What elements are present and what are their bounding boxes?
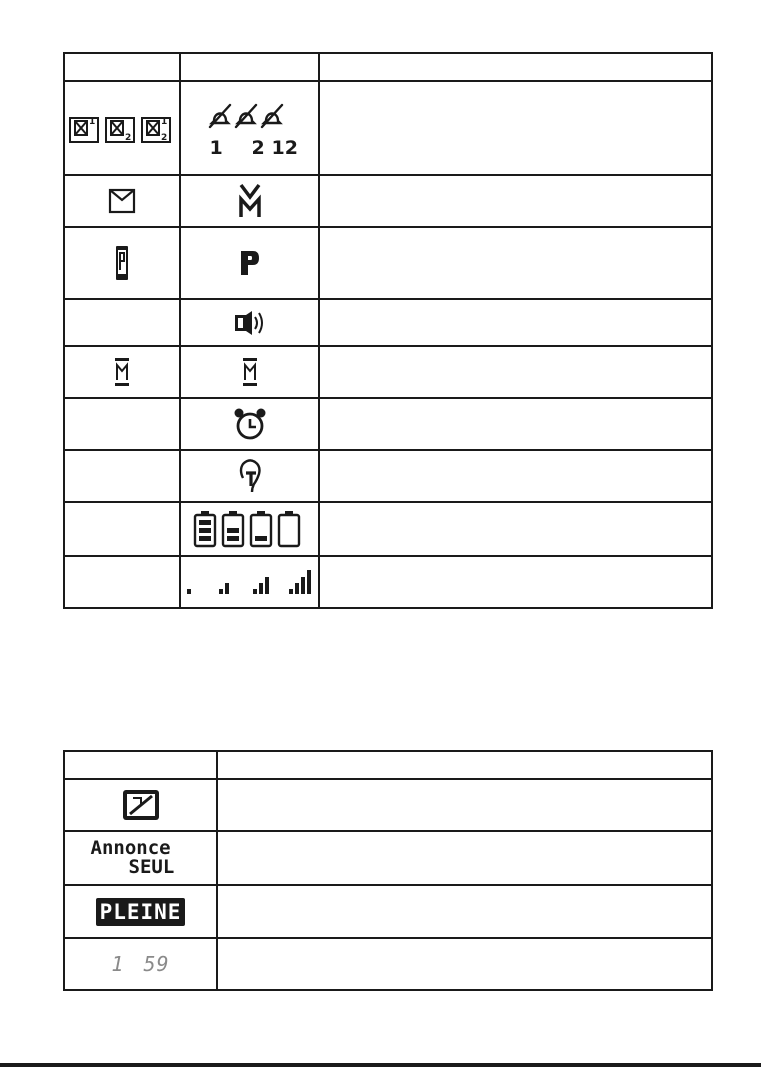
icon-cell — [64, 398, 180, 450]
description-cell — [217, 779, 712, 831]
svg-text:1: 1 — [161, 117, 168, 127]
signal-levels-icon — [183, 567, 317, 597]
icon-cell — [180, 450, 319, 502]
icon-cell — [180, 398, 319, 450]
message-counter-digit: 1 — [111, 952, 125, 976]
table-row — [64, 175, 712, 227]
table-row — [64, 227, 712, 299]
message-counter-digits: 59 — [143, 952, 170, 976]
table-row — [64, 556, 712, 608]
table-row — [64, 831, 712, 885]
icon-cell — [180, 81, 319, 175]
icon-cell — [64, 450, 180, 502]
description-cell — [217, 885, 712, 938]
description-cell — [319, 346, 712, 398]
header-cell — [64, 53, 180, 81]
description-cell — [319, 81, 712, 175]
icon-cell — [64, 556, 180, 608]
bell-label: 12 — [271, 137, 298, 159]
icon-cell — [64, 81, 180, 175]
header-cell — [180, 53, 319, 81]
icon-table-1 — [63, 52, 713, 609]
icon-cell — [180, 227, 319, 299]
description-cell — [319, 227, 712, 299]
alarm-clock-icon — [233, 407, 267, 441]
svg-text:2: 2 — [125, 133, 132, 143]
icon-cell — [64, 175, 180, 227]
description-cell — [319, 398, 712, 450]
icon-cell — [64, 502, 180, 556]
icon-cell — [180, 299, 319, 346]
display-announce-text: Annonce — [90, 837, 171, 859]
description-cell — [319, 450, 712, 502]
bell-label: 1 — [209, 137, 223, 159]
table-header-row — [64, 53, 712, 81]
description-cell — [319, 502, 712, 556]
answering-machine-off-icon — [121, 788, 161, 822]
table-row — [64, 779, 712, 831]
memo-icon — [114, 357, 130, 387]
header-cell — [64, 751, 217, 779]
table-row — [64, 81, 712, 175]
memo-icon — [242, 357, 258, 387]
description-cell — [319, 299, 712, 346]
speaker-icon — [233, 308, 267, 338]
hearing-aid-icon — [237, 458, 263, 494]
table-row — [64, 346, 712, 398]
icon-cell — [64, 779, 217, 831]
table-row — [64, 938, 712, 990]
icon-cell — [64, 346, 180, 398]
table-row — [64, 398, 712, 450]
pager-icon — [114, 244, 130, 282]
envelope-icon — [107, 187, 137, 215]
description-cell — [319, 175, 712, 227]
table-row — [64, 502, 712, 556]
icon-cell — [64, 299, 180, 346]
icon-cell — [180, 175, 319, 227]
icon-cell — [180, 502, 319, 556]
display-only-text: SEUL — [128, 856, 175, 878]
icon-cell — [180, 556, 319, 608]
icon-cell — [64, 938, 217, 990]
description-cell — [319, 556, 712, 608]
icon-table-2 — [63, 750, 713, 991]
icon-cell — [64, 831, 217, 885]
svg-text:2: 2 — [161, 133, 168, 143]
missed-call-icon — [67, 111, 177, 145]
icon-cell — [64, 227, 180, 299]
icon-cell — [64, 885, 217, 938]
description-cell — [217, 831, 712, 885]
icon-cell — [180, 346, 319, 398]
memory-full-badge: PLEINE — [96, 898, 186, 926]
bell-label: 2 — [251, 137, 265, 159]
page-edge-strip — [0, 1063, 761, 1067]
voicemail-icon — [238, 183, 262, 219]
p-icon — [239, 249, 261, 277]
table-row — [64, 299, 712, 346]
description-cell — [217, 938, 712, 990]
table-header-row — [64, 751, 712, 779]
table-row — [64, 885, 712, 938]
header-cell — [319, 53, 712, 81]
svg-text:1: 1 — [89, 117, 96, 127]
table-row — [64, 450, 712, 502]
header-cell — [217, 751, 712, 779]
battery-levels-icon — [191, 509, 309, 549]
